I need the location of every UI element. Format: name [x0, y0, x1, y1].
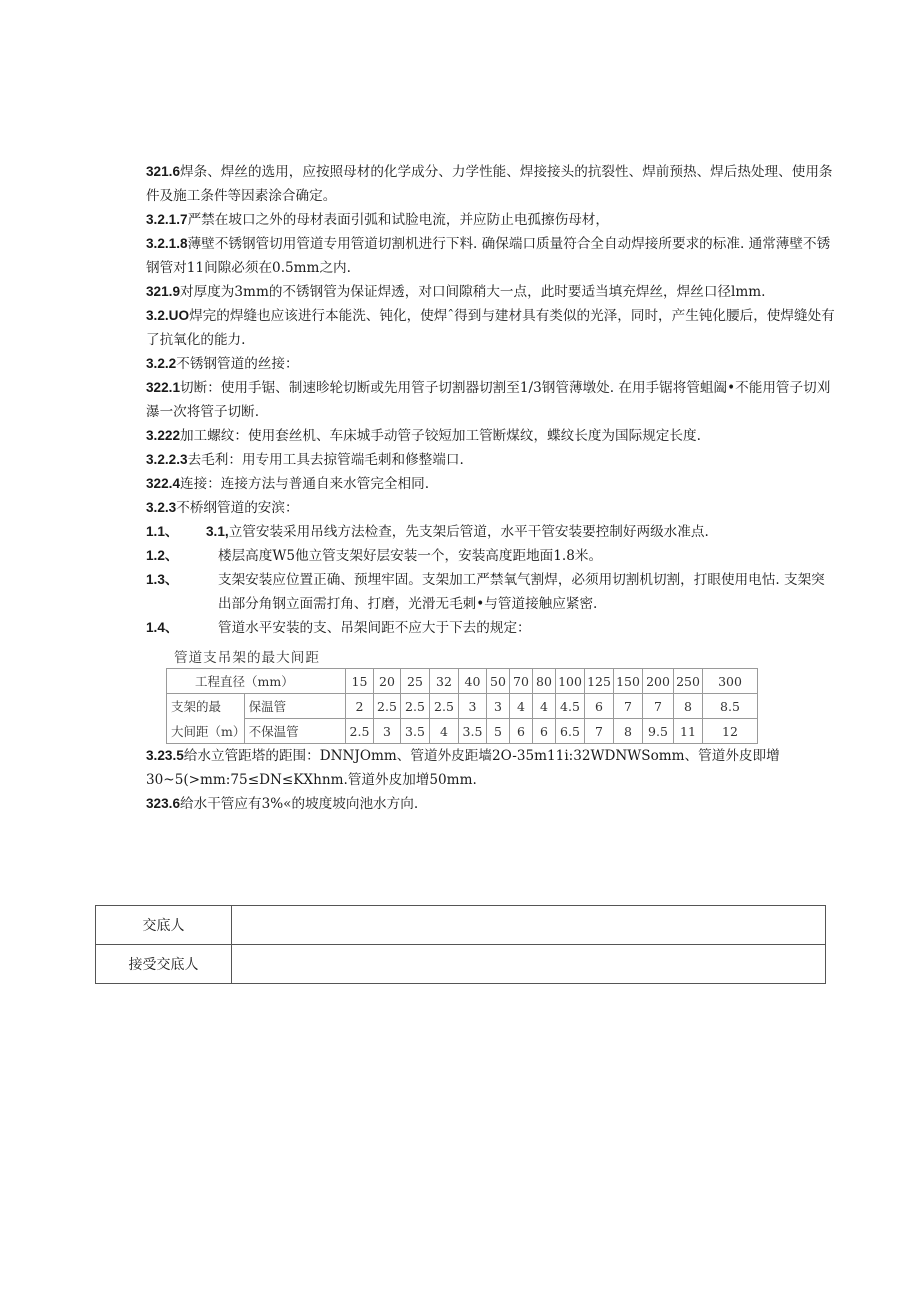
paragraph [146, 448, 836, 472]
handover-label: 交底人 [96, 906, 232, 945]
header-label-cell: 工程直径（mm） [167, 669, 346, 694]
section-number: 3.2.1.7 [146, 212, 188, 227]
value-cell: 8 [614, 719, 643, 744]
table-row [167, 719, 758, 744]
value-cell: 2.5 [346, 719, 374, 744]
paragraph-text: 不桥纲管道的安滨： [176, 500, 299, 516]
item-label: 1.1、 [146, 524, 179, 539]
paragraph-text: 切断：使用手锯、制速昣轮切断或先用管子切割器切割至1/3钢管薄墩处. 在用手锯将管蛆阖•不能用管子切刈瀑一次将管子切断. [146, 380, 831, 420]
diameter-cell: 15 [346, 669, 374, 694]
diameter-cell: 20 [374, 669, 401, 694]
paragraph-text: 严禁在坡口之外的母材表面引弧和试脸电流，并应防止电孤擦伤母材， [187, 212, 609, 228]
item-text: 楼层高度W5他立管支架好层安装一个，安装高度距地面1.8米。 [218, 548, 603, 564]
value-cell: 2.5 [374, 694, 401, 719]
diameter-cell: 200 [643, 669, 674, 694]
item-list [146, 520, 836, 640]
list-item [146, 616, 836, 640]
item-label: 1.4、 [146, 620, 179, 635]
value-cell: 6.5 [556, 719, 585, 744]
value-cell: 3 [487, 694, 510, 719]
item-body [206, 616, 531, 640]
paragraph-text: 去毛利：用专用工具去掠管端毛刺和修整端口. [187, 452, 464, 468]
value-cell: 3.5 [459, 719, 487, 744]
section-number: 3.2.1.8 [146, 236, 188, 251]
paragraph-text: 对厚度为3mm的不锈钢管为保证焊透，对口间隙稍大一点，此时要适当填充焊丝，焊丝口径lmm. [180, 284, 766, 300]
diameter-cell: 70 [510, 669, 533, 694]
list-item [146, 520, 836, 544]
paragraph [146, 160, 836, 208]
value-cell: 11 [674, 719, 703, 744]
receiver-label: 接受交底人 [96, 945, 232, 984]
item-label: 1.2、 [146, 548, 179, 563]
after-paragraphs [146, 744, 836, 816]
paragraph-text: 连接：连接方法与普通自来水管完全相同. [180, 476, 430, 492]
paragraph [146, 472, 836, 496]
paragraph-text: 加工螺纹：使用套丝机、车床城手动管子铰短加工管断煤纹，蝶纹长度为国际规定长度. [180, 428, 701, 444]
paragraph-text: 薄壁不锈钢管切用管道专用管道切割机进行下料. 确保端口质量符合全自动焊接所要求的标准. 通常薄壁不锈钢管对11间隙必须在0.5mm之内. [146, 236, 831, 276]
paragraph [146, 280, 836, 304]
value-cell: 2.5 [430, 694, 459, 719]
paragraph-list [146, 160, 836, 520]
section-number: 3.2.2.3 [146, 452, 188, 467]
diameter-cell: 50 [487, 669, 510, 694]
section-number: 322.4 [146, 476, 181, 491]
signature-table [95, 905, 826, 984]
value-cell: 6 [585, 694, 614, 719]
table-row [167, 694, 758, 719]
document-body [146, 160, 836, 816]
support-spacing-table [166, 668, 758, 744]
paragraph [146, 304, 836, 352]
table-caption: 管道支吊架的最大间距 [174, 650, 320, 666]
list-item [146, 544, 836, 568]
row-label-cell: 保温管 [244, 694, 345, 719]
value-cell: 2.5 [401, 694, 430, 719]
value-cell: 3.5 [401, 719, 430, 744]
item-body [206, 568, 836, 616]
value-cell: 6 [510, 719, 533, 744]
section-number: 3.222 [146, 428, 181, 443]
value-cell: 7 [585, 719, 614, 744]
paragraph-text: 给水干管应有3%«的坡度坡向池水方向. [180, 796, 419, 812]
diameter-cell: 40 [459, 669, 487, 694]
section-number: 322.1 [146, 380, 181, 395]
diameter-cell: 32 [430, 669, 459, 694]
section-number: 3.2.2 [146, 356, 177, 371]
value-cell: 6 [533, 719, 556, 744]
paragraph-text: 不锈钢管道的丝接： [176, 356, 299, 372]
value-cell: 3 [459, 694, 487, 719]
row-label-cell: 不保温管 [244, 719, 345, 744]
paragraph-text: 给水立管距塔的距围：DNNJOmm、管道外皮距墙2O-35m11i:32WDNWSomm、管道外皮即增30~5(>mm:75≤DN≤KXhnm.管道外皮加增50mm. [146, 748, 780, 788]
section-number: 323.6 [146, 796, 181, 811]
receiver-field[interactable] [232, 945, 826, 984]
paragraph [146, 496, 836, 520]
paragraph [146, 232, 836, 280]
value-cell: 7 [614, 694, 643, 719]
paragraph [146, 208, 836, 232]
value-cell: 4 [430, 719, 459, 744]
row-group-cell: 大间距（m） [167, 719, 245, 744]
value-cell: 4.5 [556, 694, 585, 719]
row-group-cell: 支架的最 [167, 694, 245, 719]
list-item [146, 568, 836, 616]
item-label: 1.3、 [146, 572, 179, 587]
section-number: 321.9 [146, 284, 181, 299]
diameter-cell: 100 [556, 669, 585, 694]
value-cell: 8.5 [703, 694, 758, 719]
paragraph [146, 352, 836, 376]
diameter-cell: 125 [585, 669, 614, 694]
section-number: 3.2.UO [146, 308, 190, 323]
value-cell: 7 [643, 694, 674, 719]
paragraph [146, 424, 836, 448]
item-text: 支架安装应位置正确、预埋牢固。支架加工严禁氧气割焊，必须用切割机切割，打眼使用电怙. 支架突出部分角钢立面需打角、打磨，光滑无毛刺•与管道接触应紧密. [218, 572, 825, 612]
value-cell: 5 [487, 719, 510, 744]
paragraph [146, 376, 836, 424]
value-cell: 4 [510, 694, 533, 719]
diameter-cell: 250 [674, 669, 703, 694]
paragraph-text: 焊完的焊缝也应该进行本能洗、钝化，使焊ˆ得到与建材具有类似的光泽，同时，产生钝化腰后，使焊缝处有了抗氧化的能力. [146, 308, 835, 348]
value-cell: 12 [703, 719, 758, 744]
value-cell: 4 [533, 694, 556, 719]
section-number: 321.6 [146, 164, 181, 179]
item-text: 管道水平安装的支、吊架间距不应大于下去的规定： [218, 620, 531, 636]
paragraph [146, 792, 836, 816]
value-cell: 3 [374, 719, 401, 744]
diameter-cell: 300 [703, 669, 758, 694]
paragraph-text: 焊条、焊丝的选用，应按照母材的化学成分、力学性能、焊接接头的抗裂性、焊前预热、焊后热处理、使用条件及施工条件等因素涂合确定。 [146, 164, 833, 204]
section-number: 3.2.3 [146, 500, 177, 515]
diameter-cell: 80 [533, 669, 556, 694]
item-body [206, 520, 709, 544]
item-number: 3.1, [206, 524, 229, 539]
paragraph [146, 744, 836, 792]
diameter-cell: 25 [401, 669, 430, 694]
diameter-cell: 150 [614, 669, 643, 694]
value-cell: 8 [674, 694, 703, 719]
value-cell: 9.5 [643, 719, 674, 744]
value-cell: 2 [346, 694, 374, 719]
table-header-row [167, 669, 758, 694]
section-number: 3.23.5 [146, 748, 184, 763]
handover-field[interactable] [232, 906, 826, 945]
item-body [206, 544, 602, 568]
item-text: 立管安装采用吊线方法检查，先支架后管道，水平干管安装要控制好两级水准点. [228, 524, 709, 540]
